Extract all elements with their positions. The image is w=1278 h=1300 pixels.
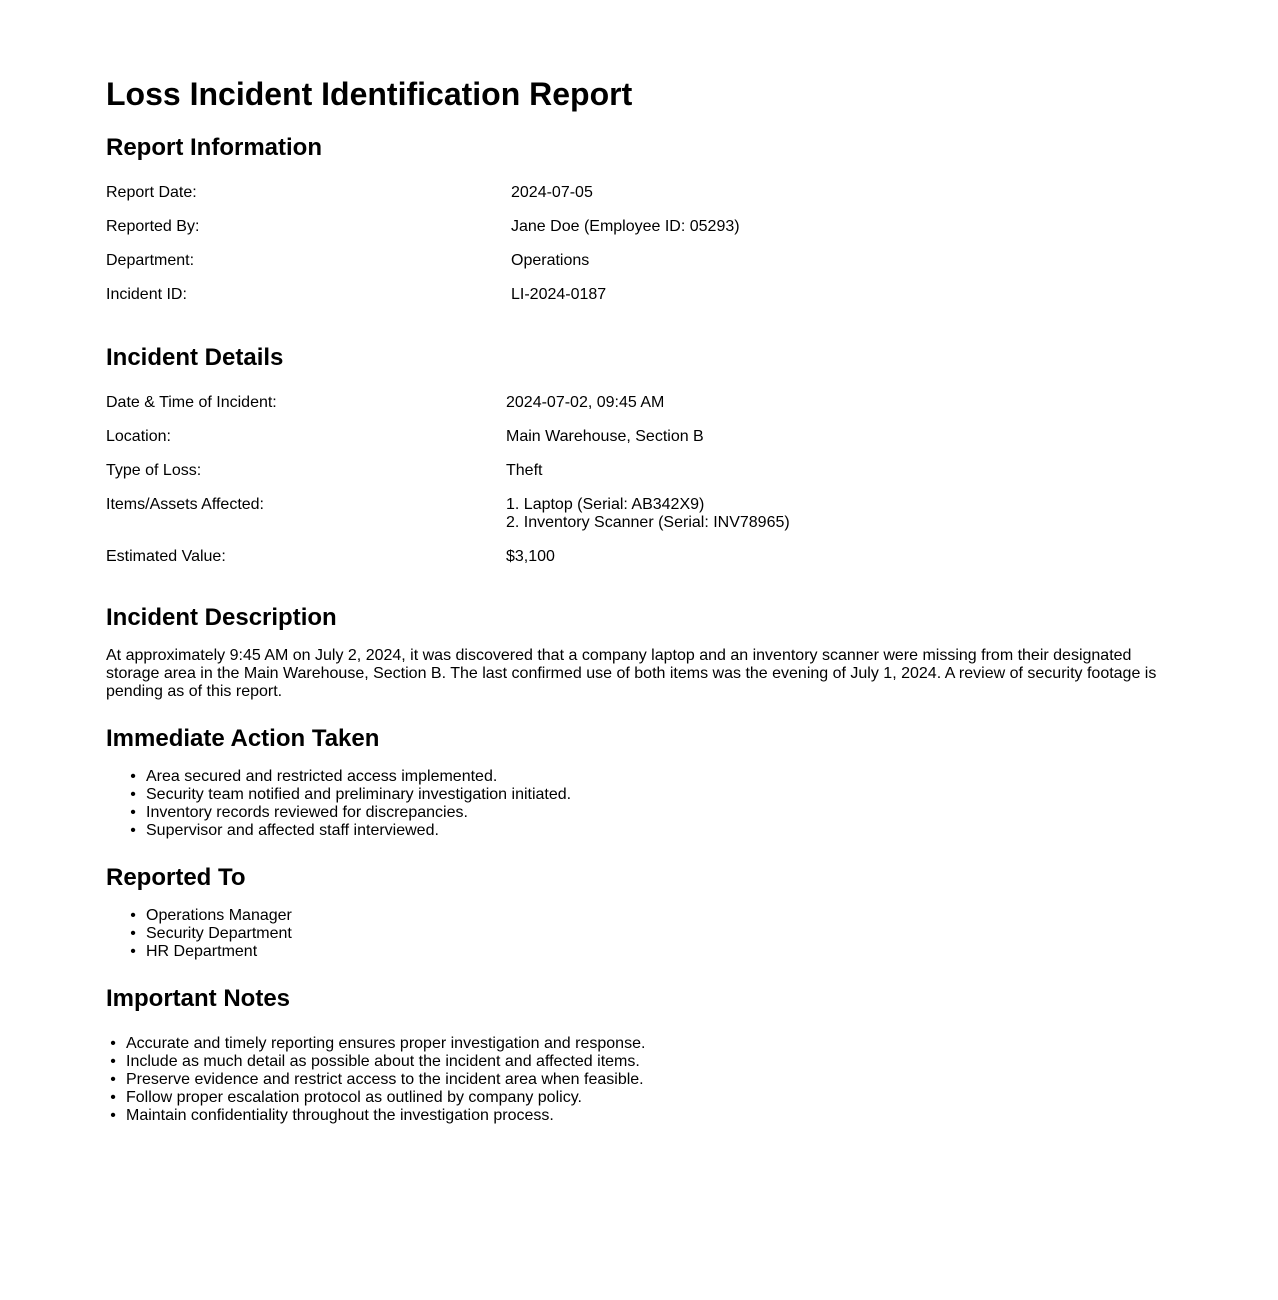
list-item	[130, 768, 1166, 786]
list-item-text: Security Department	[146, 925, 292, 942]
list-item-text: Area secured and restricted access implemented.	[146, 768, 498, 785]
list-item	[110, 1107, 1166, 1125]
table-row	[106, 428, 790, 462]
list-item	[110, 1053, 1166, 1071]
bullet-icon: •	[130, 786, 136, 803]
field-value: LI-2024-0187	[511, 286, 607, 303]
list-item	[110, 1089, 1166, 1107]
list-item	[130, 907, 1166, 925]
affected-item: 1. Laptop (Serial: AB342X9)	[506, 496, 705, 513]
bullet-icon: •	[110, 1107, 116, 1124]
section-heading-incident-description: Incident Description	[106, 604, 337, 631]
table-row	[106, 548, 790, 582]
field-value: 2024-07-05	[511, 184, 593, 201]
bullet-icon: •	[110, 1035, 116, 1052]
field-label: Type of Loss:	[106, 462, 202, 479]
affected-item: 2. Inventory Scanner (Serial: INV78965)	[506, 514, 790, 531]
list-item-text: Maintain confidentiality throughout the investigation process.	[126, 1107, 554, 1124]
list-item	[130, 943, 1166, 961]
field-label: Estimated Value:	[106, 548, 226, 565]
field-value: $3,100	[506, 548, 555, 565]
table-row	[106, 496, 790, 548]
table-row	[106, 286, 740, 320]
section-heading-immediate-action: Immediate Action Taken	[106, 725, 380, 752]
bullet-icon: •	[110, 1071, 116, 1088]
list-item-text: Operations Manager	[146, 907, 292, 924]
list-item-text: Preserve evidence and restrict access to the incident area when feasible.	[126, 1071, 644, 1088]
list-item	[110, 1035, 1166, 1053]
field-value: Main Warehouse, Section B	[506, 428, 704, 445]
field-label: Report Date:	[106, 184, 197, 201]
bullet-icon: •	[110, 1053, 116, 1070]
field-value: 2024-07-02, 09:45 AM	[506, 394, 665, 411]
list-item-text: Include as much detail as possible about the incident and affected items.	[126, 1053, 640, 1070]
incident-details-section	[106, 344, 1166, 582]
report-page	[106, 0, 1166, 1125]
bullet-icon: •	[130, 907, 136, 924]
section-heading-report-information: Report Information	[106, 134, 322, 161]
reported-to-section	[106, 864, 1166, 961]
list-item	[110, 1071, 1166, 1089]
table-row	[106, 252, 740, 286]
important-notes-list	[106, 1035, 1166, 1125]
section-heading-important-notes: Important Notes	[106, 985, 291, 1012]
section-heading-incident-details: Incident Details	[106, 344, 284, 371]
field-value: Theft	[506, 462, 543, 479]
list-item-text: Inventory records reviewed for discrepancies.	[146, 804, 468, 821]
field-value: Operations	[511, 252, 590, 269]
section-heading-reported-to: Reported To	[106, 864, 246, 891]
report-information-section	[106, 134, 1166, 320]
field-label: Reported By:	[106, 218, 200, 235]
field-label: Items/Assets Affected:	[106, 496, 264, 513]
bullet-icon: •	[130, 804, 136, 821]
bullet-icon: •	[130, 943, 136, 960]
table-row	[106, 218, 740, 252]
list-item-text: Follow proper escalation protocol as outlined by company policy.	[126, 1089, 582, 1106]
immediate-action-section	[106, 725, 1166, 840]
table-row	[106, 184, 740, 218]
bullet-icon: •	[130, 822, 136, 839]
list-item-text: Accurate and timely reporting ensures proper investigation and response.	[126, 1035, 646, 1052]
field-label: Date & Time of Incident:	[106, 394, 277, 411]
list-item-text: HR Department	[146, 943, 258, 960]
immediate-action-list	[106, 768, 1166, 840]
incident-details-table	[106, 394, 790, 582]
incident-description-text: At approximately 9:45 AM on July 2, 2024, it was discovered that a company laptop and an inventory scanner were missing from their designated storage area in the Main Warehouse, Section B. The last confirmed use of both items was the evening of July 1, 2024. A review of security footage is pending as of this report.	[106, 647, 1157, 700]
affected-items-value	[506, 496, 790, 548]
field-label: Location:	[106, 428, 171, 445]
bullet-icon: •	[130, 768, 136, 785]
list-item	[130, 804, 1166, 822]
report-information-table	[106, 184, 740, 320]
reported-to-list	[106, 907, 1166, 961]
field-label: Incident ID:	[106, 286, 187, 303]
important-notes-section	[106, 985, 1166, 1125]
list-item	[130, 925, 1166, 943]
page-title: Loss Incident Identification Report	[106, 76, 633, 112]
list-item-text: Supervisor and affected staff interviewed.	[146, 822, 439, 839]
incident-description-section	[106, 604, 1166, 701]
bullet-icon: •	[110, 1089, 116, 1106]
bullet-icon: •	[130, 925, 136, 942]
list-item	[130, 786, 1166, 804]
table-row	[106, 394, 790, 428]
list-item	[130, 822, 1166, 840]
field-label: Department:	[106, 252, 195, 269]
field-value: Jane Doe (Employee ID: 05293)	[511, 218, 740, 235]
list-item-text: Security team notified and preliminary investigation initiated.	[146, 786, 572, 803]
table-row	[106, 462, 790, 496]
